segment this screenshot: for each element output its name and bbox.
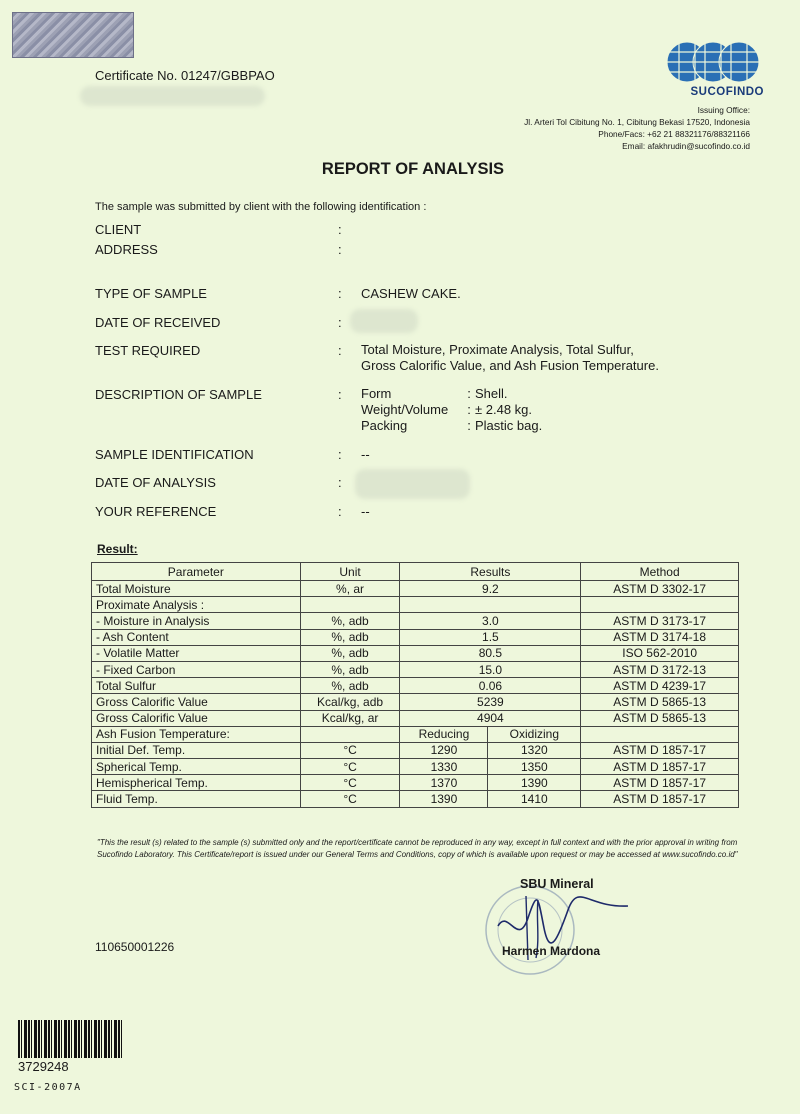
- test-value: [361, 342, 659, 374]
- desc-key: Packing: [361, 418, 408, 433]
- type-label: TYPE OF SAMPLE: [95, 286, 207, 301]
- method-cell: [581, 726, 739, 742]
- table-row: [92, 710, 739, 726]
- param-cell: Ash Fusion Temperature:: [92, 726, 301, 742]
- header-cell: Unit: [300, 563, 400, 581]
- desc-value: ± 2.48 kg.: [475, 402, 533, 417]
- method-cell: [581, 597, 739, 613]
- date-analysis-label: DATE OF ANALYSIS: [95, 475, 216, 490]
- hologram-seal: [12, 12, 134, 58]
- ash-header-row: [92, 726, 739, 742]
- colon: :: [338, 504, 342, 519]
- office-line: Jl. Arteri Tol Cibitung No. 1, Cibitung Bekasi 17520, Indonesia: [524, 117, 750, 127]
- unit-cell: %, adb: [300, 678, 400, 694]
- result-cell: 9.2: [400, 581, 581, 597]
- table-row: [92, 678, 739, 694]
- result-cell: [400, 597, 581, 613]
- oxidizing-header: Oxidizing: [488, 726, 581, 742]
- reference-number: 110650001226: [95, 940, 175, 954]
- redacted-field: [350, 309, 418, 333]
- table-row: [92, 791, 739, 807]
- office-line: Email: afakhrudin@sucofindo.co.id: [622, 141, 750, 151]
- colon: :: [338, 447, 342, 462]
- oxidizing-cell: 1410: [488, 791, 581, 807]
- signatory-name: Harmen Mardona: [502, 944, 601, 958]
- param-cell: Total Moisture: [92, 581, 301, 597]
- desc-key: Weight/Volume: [361, 402, 449, 417]
- param-cell: Fluid Temp.: [92, 791, 301, 807]
- table-header: [92, 563, 739, 581]
- method-cell: ASTM D 5865-13: [581, 694, 739, 710]
- table-row: [92, 581, 739, 597]
- header-cell: Parameter: [92, 563, 301, 581]
- colon: :: [338, 286, 342, 301]
- param-cell: - Volatile Matter: [92, 645, 301, 661]
- your-reference-label: YOUR REFERENCE: [95, 504, 217, 519]
- result-cell: 5239: [400, 694, 581, 710]
- method-cell: ASTM D 5865-13: [581, 710, 739, 726]
- oxidizing-cell: 1350: [488, 759, 581, 775]
- oxidizing-cell: 1390: [488, 775, 581, 791]
- unit-cell: %, adb: [300, 613, 400, 629]
- unit-cell: °C: [300, 791, 400, 807]
- param-cell: - Fixed Carbon: [92, 661, 301, 677]
- report-title: REPORT OF ANALYSIS: [321, 160, 505, 178]
- method-cell: ASTM D 3302-17: [581, 581, 739, 597]
- colon: :: [338, 343, 342, 358]
- param-cell: Gross Calorific Value: [92, 694, 301, 710]
- unit-cell: °C: [300, 742, 400, 758]
- colon: :: [338, 222, 342, 237]
- office-line: Phone/Facs: +62 21 88321176/88321166: [598, 129, 750, 139]
- method-cell: ASTM D 3173-17: [581, 613, 739, 629]
- param-cell: Proximate Analysis :: [92, 597, 301, 613]
- result-cell: 0.06: [400, 678, 581, 694]
- result-cell: 80.5: [400, 645, 581, 661]
- redacted-field: [80, 86, 265, 106]
- param-cell: Spherical Temp.: [92, 759, 301, 775]
- description-values: Form : Shell. Weight/Volume : ± 2.48 kg. Packing : Plastic bag.: [361, 386, 543, 433]
- sample-id-value: --: [361, 447, 370, 462]
- test-line: Gross Calorific Value, and Ash Fusion Temperature.: [361, 358, 659, 373]
- method-cell: ASTM D 4239-17: [581, 678, 739, 694]
- unit-cell: °C: [300, 759, 400, 775]
- reducing-cell: 1390: [400, 791, 488, 807]
- unit-cell: [300, 726, 400, 742]
- results-table: [91, 562, 739, 808]
- table-row: [92, 759, 739, 775]
- reducing-cell: 1290: [400, 742, 488, 758]
- method-cell: ASTM D 1857-17: [581, 791, 739, 807]
- reducing-cell: 1370: [400, 775, 488, 791]
- param-cell: - Moisture in Analysis: [92, 613, 301, 629]
- your-reference-value: --: [361, 504, 370, 519]
- param-cell: - Ash Content: [92, 629, 301, 645]
- result-cell: 15.0: [400, 661, 581, 677]
- sample-id-label: SAMPLE IDENTIFICATION: [95, 447, 254, 462]
- sucofindo-logo: [665, 40, 761, 84]
- result-cell: 1.5: [400, 629, 581, 645]
- method-cell: ISO 562-2010: [581, 645, 739, 661]
- reducing-header: Reducing: [400, 726, 488, 742]
- param-cell: Hemispherical Temp.: [92, 775, 301, 791]
- header-cell: Method: [581, 563, 739, 581]
- param-cell: Initial Def. Temp.: [92, 742, 301, 758]
- unit-cell: %, adb: [300, 645, 400, 661]
- header-cell: Results: [400, 563, 581, 581]
- signatory-unit: SBU Mineral: [520, 877, 594, 891]
- test-line: Total Moisture, Proximate Analysis, Total Sulfur,: [361, 342, 634, 357]
- table-row: [92, 694, 739, 710]
- table-row: [92, 613, 739, 629]
- barcode: [18, 1020, 124, 1058]
- colon: :: [338, 475, 342, 490]
- table-row: [92, 645, 739, 661]
- description-label: DESCRIPTION OF SAMPLE: [95, 387, 262, 402]
- official-stamp-signature: [478, 878, 638, 978]
- certificate-number: Certificate No. 01247/GBBPAO: [95, 68, 275, 83]
- client-label: CLIENT: [95, 222, 142, 237]
- param-cell: Gross Calorific Value: [92, 710, 301, 726]
- disclaimer-note: "This the result (s) related to the sample (s) submitted only and the report/certificate cannot be reproduced in any way, except in full context and with the prior approval in writing from Sucofindo Laboratory. This Certificate/report is issued under our General Terms and Conditions, copy of which is available upon request or may be accessed at www.sucofindo.co.id": [97, 838, 738, 859]
- param-cell: Total Sulfur: [92, 678, 301, 694]
- address-label: ADDRESS: [95, 242, 158, 257]
- form-code: SCI-2007A: [14, 1082, 82, 1093]
- colon: :: [338, 315, 342, 330]
- unit-cell: °C: [300, 775, 400, 791]
- unit-cell: Kcal/kg, ar: [300, 710, 400, 726]
- colon: :: [338, 387, 342, 402]
- office-line: Issuing Office:: [697, 105, 750, 115]
- table-row: [92, 629, 739, 645]
- desc-key: Form: [361, 386, 392, 401]
- redacted-field: [355, 469, 470, 499]
- intro-text: The sample was submitted by client with the following identification :: [95, 201, 427, 213]
- desc-value: Shell.: [475, 386, 508, 401]
- result-cell: 3.0: [400, 613, 581, 629]
- method-cell: ASTM D 3174-18: [581, 629, 739, 645]
- table-row: [92, 661, 739, 677]
- result-heading: Result:: [97, 542, 138, 556]
- brand-name: SUCOFINDO: [690, 86, 764, 98]
- unit-cell: %, adb: [300, 629, 400, 645]
- table-row: [92, 742, 739, 758]
- method-cell: ASTM D 1857-17: [581, 775, 739, 791]
- table-row: [92, 597, 739, 613]
- issuing-office: [524, 104, 750, 152]
- type-value: CASHEW CAKE.: [361, 286, 461, 301]
- method-cell: ASTM D 3172-13: [581, 661, 739, 677]
- reducing-cell: 1330: [400, 759, 488, 775]
- test-label: TEST REQUIRED: [95, 343, 201, 358]
- desc-value: Plastic bag.: [475, 418, 543, 433]
- colon: :: [338, 242, 342, 257]
- unit-cell: %, ar: [300, 581, 400, 597]
- result-cell: 4904: [400, 710, 581, 726]
- method-cell: ASTM D 1857-17: [581, 759, 739, 775]
- method-cell: ASTM D 1857-17: [581, 742, 739, 758]
- unit-cell: [300, 597, 400, 613]
- table-row: [92, 775, 739, 791]
- barcode-number: 3729248: [18, 1059, 69, 1074]
- oxidizing-cell: 1320: [488, 742, 581, 758]
- unit-cell: %, adb: [300, 661, 400, 677]
- date-received-label: DATE OF RECEIVED: [95, 315, 221, 330]
- unit-cell: Kcal/kg, adb: [300, 694, 400, 710]
